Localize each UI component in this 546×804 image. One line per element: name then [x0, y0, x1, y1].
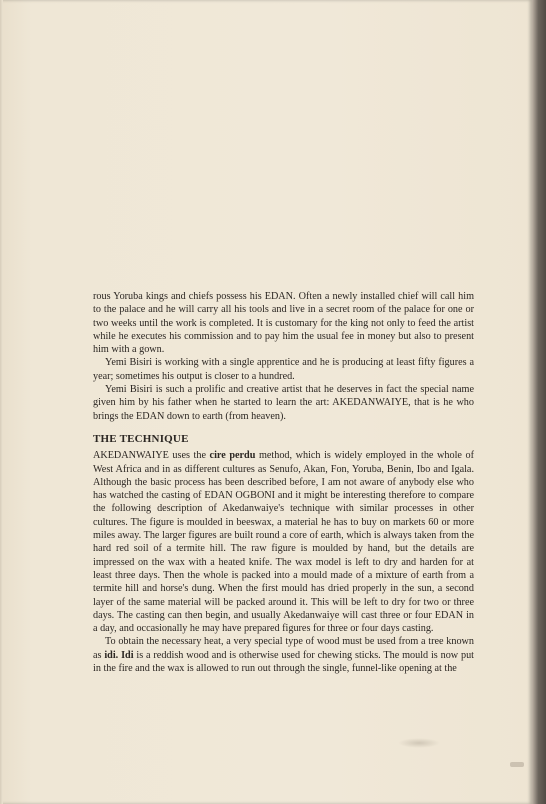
paragraph-5	[93, 635, 474, 675]
page-fold	[0, 0, 3, 804]
term-cire-perdu: cire perdu	[209, 450, 256, 462]
paragraph-1: rous Yoruba kings and chiefs possess his EDAN. Often a newly installed chief will call him to the palace and he will carry all his tools and live in a secret room of the palace for one or two weeks until the work is completed. It is customary for the king not only to feed the artist while he executes his commission and to pay him the usual fee in money but also to present him with a gown.	[93, 291, 474, 356]
p4-start: AKEDANWAIYE uses the	[93, 450, 210, 462]
body-text	[93, 290, 474, 675]
p5-rest: is a reddish wood and is otherwise used for chewing sticks. The mould is now put in the fire and the wax is allowed to run out through the single, funnel-like opening at the	[93, 649, 475, 675]
paragraph-2: Yemi Bisiri is working with a single apprentice and he is producing at least fifty figures a year; sometimes his output is closer to a hundred.	[93, 357, 474, 382]
section-heading: THE TECHNIQUE	[93, 432, 189, 445]
p5-start: To obtain the necessary heat, a very special type of wood must be used from a tree known as	[93, 636, 474, 661]
page-edge-shadow	[532, 0, 546, 804]
term-idi-1: idi.	[104, 649, 119, 661]
p4-rest: method, which is widely employed in the whole of West Africa and in as different cultures as Senufo, Akan, Fon, Yoruba, Benin, Ibo and Igala. Although the basic process has been described before, I am not aware of anybody else who has watched the casting of EDAN OGBONI and it might be interesting therefore to compare the following description of Akedanwaiye's technique with similar processes in other cultures. The figure is moulded in beeswax, a material he has to buy on markets 60 or more miles away. The larger figures are built round a core of earth, which is always taken from the hard red soil of a termite hill. The raw figure is moulded by hand, but the details are impressed on the wax with a heated knife. The wax model is left to dry and harden for at least three days. Then the whole is packed into a mould made of a mixture of earth from a termite hill and horse's dung. When the first mould has dried properly in the sun, a second layer of the same material will be packed around it. This will be left to dry for two or three days. The casting can then begin, and usually Akedanwaiye will cast three or four EDAN in a day, and occasionally he may have prepared figures for three or four days casting.	[93, 450, 474, 635]
corner-mark	[510, 762, 524, 767]
faint-mark	[398, 738, 440, 748]
paragraph-3: Yemi Bisiri is such a prolific and creative artist that he deserves in fact the special name given him by his father when he started to learn the art: AKEDANWAIYE, that is he who brings the EDAN down to earth (from heaven).	[93, 384, 474, 422]
term-idi-2: Idi	[121, 649, 134, 661]
paragraph-4	[93, 449, 474, 635]
